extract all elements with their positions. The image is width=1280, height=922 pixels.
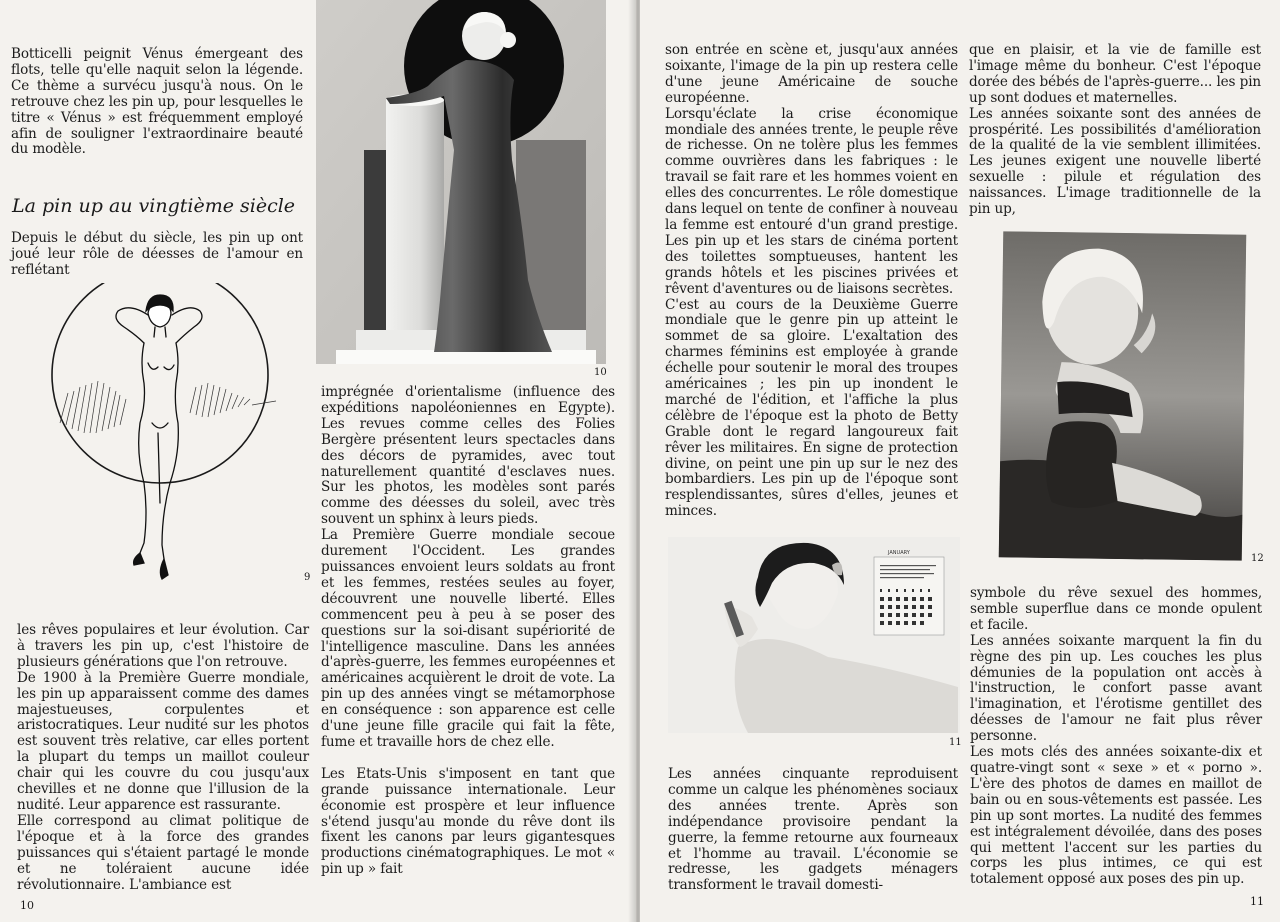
right-col1-top-text bbox=[665, 43, 958, 520]
paragraph: C'est au cours de la Deuxième Guerre mondiale que le genre pin up atteint le sommet de sa gloire. L'exaltation des charmes féminins est employée à grande échelle pour soutenir le moral des troupes américaines ; les pin up inondent le marché de l'édition, et l'affiche la plus célèbre de l'époque est la photo de Betty Grable dont le regard langoureux fait rêver les militaires. En signe de protection divine, on peint une pin up sur le nez des bombardiers. Les pin up de l'époque sont resplendissantes, sûres d'elles, jeunes et minces. bbox=[665, 296, 958, 520]
paragraph: les rêves populaires et leur évolution. Car à travers les pin up, c'est l'histoire de plusieurs générations que l'on retrouve. bbox=[17, 622, 309, 670]
paragraph: Les Etats-Unis s'imposent en tant que grande puissance internationale. Leur économie est prospère et leur influence s'étend jusqu'au monde du rêve dont ils fixent les canons par leurs gigantesques productions cinématographiques. Le mot « pin up » fait bbox=[321, 765, 615, 878]
glamour-photo bbox=[316, 0, 606, 364]
col2-text bbox=[321, 385, 615, 878]
page-number-left: 10 bbox=[20, 899, 34, 912]
paragraph: Les années cinquante reproduisent comme un calque les phénomènes sociaux des années trente. Après son indépendance provisoire pendant la guerre, la femme retourne aux fourneaux et l'homme au travail. L'économie se redresse, les gadgets ménagers transforment le travail domesti- bbox=[668, 766, 958, 894]
calendar-month-label: JANUARY bbox=[888, 550, 910, 556]
paragraph: symbole du rêve sexuel des hommes, semble superflue dans ce monde opulent et facile. bbox=[970, 585, 1262, 633]
section-heading: La pin up au vingtième siècle bbox=[12, 195, 296, 217]
paragraph: Les années soixante marquent la fin du règne des pin up. Les couches les plus démunies de la population ont accès à l'instruction, le confort passe avant l'imagination, et l'érotisme gentillet des déesses de l'amour ne fait plus rêver personne. bbox=[970, 632, 1262, 745]
paragraph: Lorsqu'éclate la crise économique mondiale des années trente, le peuple rêve de richesse. On ne tolère plus les femmes comme ouvrières dans les fabriques : le travail se fait rare et les hommes voient en elles des concurrentes. Le rôle domestique dans lequel on tente de confiner à nouveau la femme est entouré d'un grand prestige. Les pin up et les stars de cinéma portent des toilettes somptueuses, hantent les grands hôtels et les piscines privées et rêvent d'aventures ou de liaisons secrètes. bbox=[665, 105, 958, 297]
figure-10-caption: 10 bbox=[594, 367, 607, 378]
right-col2-bottom-text bbox=[970, 586, 1262, 888]
figure-11-calendar-illustration bbox=[668, 537, 960, 733]
paragraph: imprégnée d'orientalisme (influence des expéditions napoléoniennes en Egypte). Les revues comme celles des Folies Bergère présentent leurs spectacles dans des décors de pyramides, avec tout naturellement quantité d'esclaves nues. Sur les photos, les modèles sont parés comme des déesses du soleil, avec très souvent un sphinx à leurs pieds. bbox=[321, 384, 615, 528]
right-col2-top-text bbox=[969, 43, 1261, 218]
swimsuit-photo bbox=[999, 231, 1247, 560]
figure-9-caption: 9 bbox=[304, 572, 311, 583]
paragraph: Les mots clés des années soixante-dix et quatre-vingt sont « sexe » et « porno ». L'ère des photos de dames en maillot de bain ou en sous-vêtements est passée. Les pin up sont mortes. La nudité des femmes est intégralement dévoilée, dans des poses qui mettent l'accent sur les parties du corps les plus intimes, ce qui est totalement opposé aux poses des pin up. bbox=[970, 744, 1262, 888]
paragraph: De 1900 à la Première Guerre mondiale, les pin up apparaissent comme des dames majestueuses, corpulentes et aristocratiques. Leur nudité sur les photos est souvent très relative, car elles portent la plupart du temps un maillot couleur chair qui les couvre du cou jusqu'aux chevilles et ne donne que l'illusion de la nudité. Leur apparence est rassurante. bbox=[17, 669, 309, 813]
calendar-block bbox=[874, 557, 944, 635]
paragraph: La Première Guerre mondiale secoue durement l'Occident. Les grandes puissances envoient leurs soldats au front et les femmes, restées seules au foyer, découvrent une nouvelle liberté. Elles commencent peu à peu à se poser des questions sur la soi-disant supériorité de l'intelligence masculine. Dans les années d'après-guerre, les femmes européennes et américaines acquièrent le droit de vote. La pin up des années vingt se métamorphose en conséquence : son apparence est celle d'une jeune fille gracile qui fait la fête, fume et travaille hors de chez elle. bbox=[321, 527, 615, 750]
paragraph: Elle correspond au climat politique de l'époque et à la force des grandes puissances qui s'étaient partagé le monde et ne toléraient aucune idée révolutionnaire. L'ambiance est bbox=[17, 812, 309, 893]
col1-bottom-text bbox=[17, 623, 309, 893]
figure-12-photo bbox=[999, 231, 1247, 560]
figure-10-photo bbox=[316, 0, 606, 364]
nude-sketch-drawing bbox=[40, 283, 290, 589]
paragraph: Les années soixante sont des années de prospérité. Les possibilités d'amélioration de la qualité de la vie semblent illimitées. Les jeunes exigent une nouvelle liberté sexuelle : pilule et régulation des naissances. L'image traditionnelle de la pin up, bbox=[969, 105, 1261, 218]
figure-9-illustration bbox=[40, 283, 290, 589]
paragraph: son entrée en scène et, jusqu'aux années soixante, l'image de la pin up restera celle d'une jeune Américaine de souche européenne. bbox=[665, 42, 958, 106]
right-col1-bottom-text bbox=[668, 767, 958, 894]
figure-11-caption: 11 bbox=[949, 737, 962, 748]
col1-top-paragraph: Depuis le début du siècle, les pin up ont joué leur rôle de déesses de l'amour en reflétant bbox=[11, 230, 303, 278]
right-page bbox=[640, 0, 1280, 922]
left-page bbox=[0, 0, 636, 922]
page-number-right: 11 bbox=[1250, 895, 1264, 908]
figure-12-caption: 12 bbox=[1251, 553, 1264, 564]
calendar-pinup-art bbox=[668, 537, 960, 733]
intro-paragraph: Botticelli peignit Vénus émergeant des flots, telle qu'elle naquit selon la légende. Ce thème a survécu jusqu'à nous. On le retrouve chez les pin up, pour lesquelles le titre « Vénus » est fréquemment employé afin de souligner l'extraordinaire beauté du modèle. bbox=[11, 46, 303, 158]
paragraph: que en plaisir, et la vie de famille est l'image même du bonheur. C'est l'époque dorée des bébés de l'après-guerre... les pin up sont dodues et maternelles. bbox=[969, 42, 1261, 106]
